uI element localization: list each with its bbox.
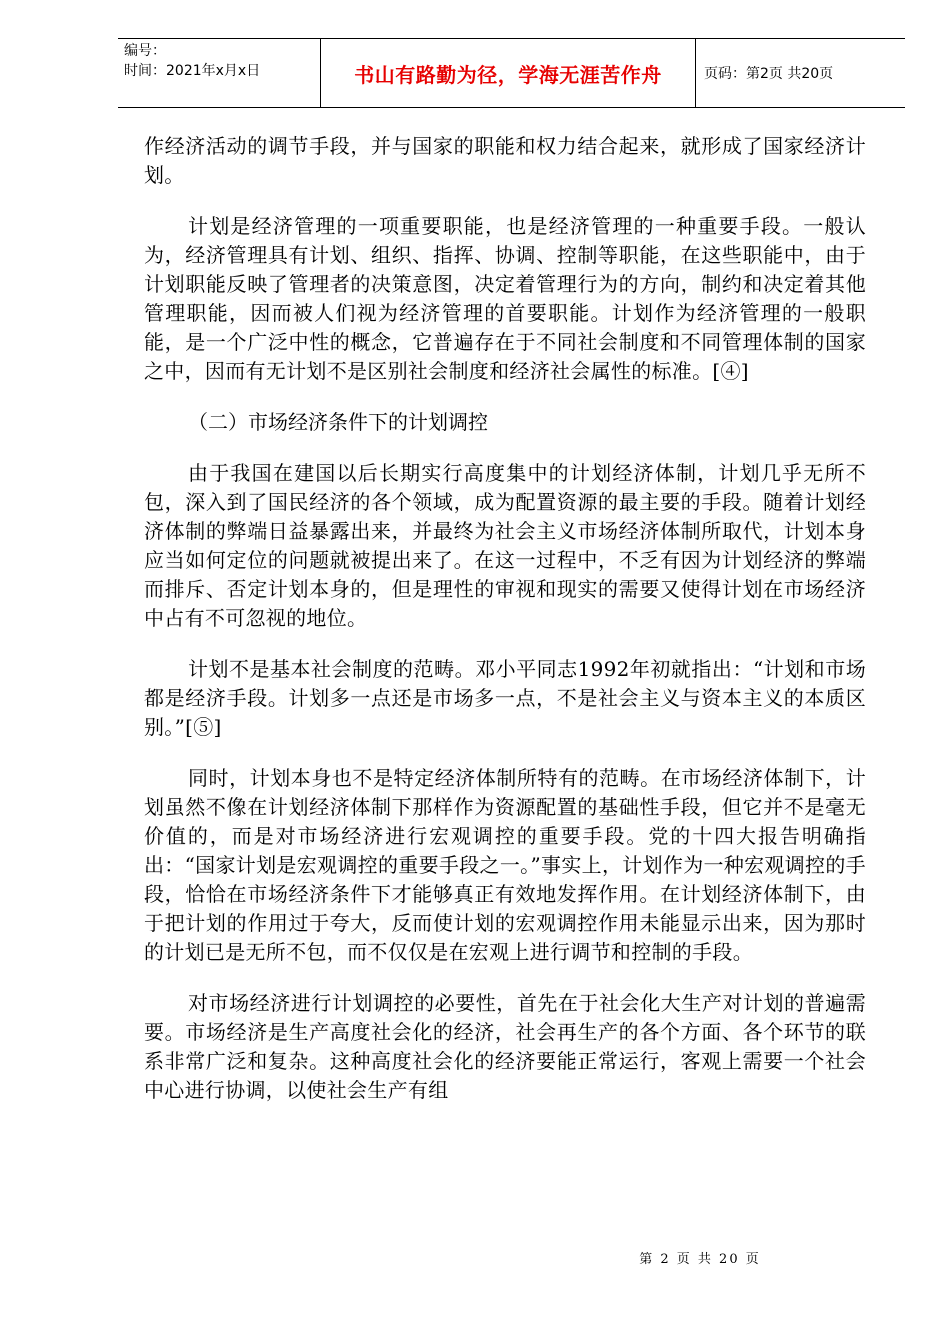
page-footer: 第 2 页 共 20 页: [639, 1252, 761, 1267]
document-time-label: 时间：2021年x月x日: [124, 63, 261, 79]
header-motto: 书山有路勤为径，学海无涯苦作舟: [321, 39, 696, 108]
body-paragraph: 由于我国在建国以后长期实行高度集中的计划经济体制，计划几乎无所不包，深入到了国民经济的各个领域，成为配置资源的最主要的手段。随着计划经济体制的弊端日益暴露出来，并最终为社会主义市场经济体制所取代，计划本身应当如何定位的问题就被提出来了。在这一过程中，不乏有因为计划经济的弊端而排斥、否定计划本身的，但是理性的审视和现实的需要又使得计划在市场经济中占有不可忽视的地位。: [144, 461, 866, 630]
body-paragraph: 同时，计划本身也不是特定经济体制所特有的范畴。在市场经济体制下，计划虽然不像在计划经济体制下那样作为资源配置的基础性手段，但它并不是毫无价值的，而是对市场经济进行宏观调控的重要手段。党的十四大报告明确指出：“国家计划是宏观调控的重要手段之一。”事实上，计划作为一种宏观调控的手段，恰恰在市场经济条件下才能够真正有效地发挥作用。在计划经济体制下，由于把计划的作用过于夸大，反而使计划的宏观调控作用未能显示出来，因为那时的计划已是无所不包，而不仅仅是在宏观上进行调节和控制的手段。: [144, 766, 866, 964]
body-paragraph: 计划不是基本社会制度的范畴。邓小平同志1992年初就指出：“计划和市场都是经济手段。计划多一点还是市场多一点，不是社会主义与资本主义的本质区别。”[⑤]: [144, 657, 866, 739]
page-header: [118, 38, 905, 108]
document-body: [144, 132, 866, 1127]
section-heading: （二）市场经济条件下的计划调控: [188, 410, 488, 434]
header-page-info: 页码：第2页 共20页: [696, 39, 906, 108]
body-paragraph: 计划是经济管理的一项重要职能，也是经济管理的一种重要手段。一般认为，经济管理具有计划、组织、指挥、协调、控制等职能，在这些职能中，由于计划职能反映了管理者的决策意图，决定着管理行为的方向，制约和决定着其他管理职能，因而被人们视为经济管理的首要职能。计划作为经济管理的一般职能，是一个广泛中性的概念，它普遍存在于不同社会制度和不同管理体制的国家之中，因而有无计划不是区别社会制度和经济社会属性的标准。[④]: [144, 214, 866, 383]
body-paragraph: 作经济活动的调节手段，并与国家的职能和权力结合起来，就形成了国家经济计划。: [144, 134, 866, 187]
document-number-label: 编号：: [124, 43, 166, 59]
body-paragraph: 对市场经济进行计划调控的必要性，首先在于社会化大生产对计划的普遍需要。市场经济是生产高度社会化的经济，社会再生产的各个方面、各个环节的联系非常广泛和复杂。这种高度社会化的经济要能正常运行，客观上需要一个社会中心进行协调，以使社会生产有组: [144, 991, 866, 1102]
header-meta: [118, 39, 321, 108]
